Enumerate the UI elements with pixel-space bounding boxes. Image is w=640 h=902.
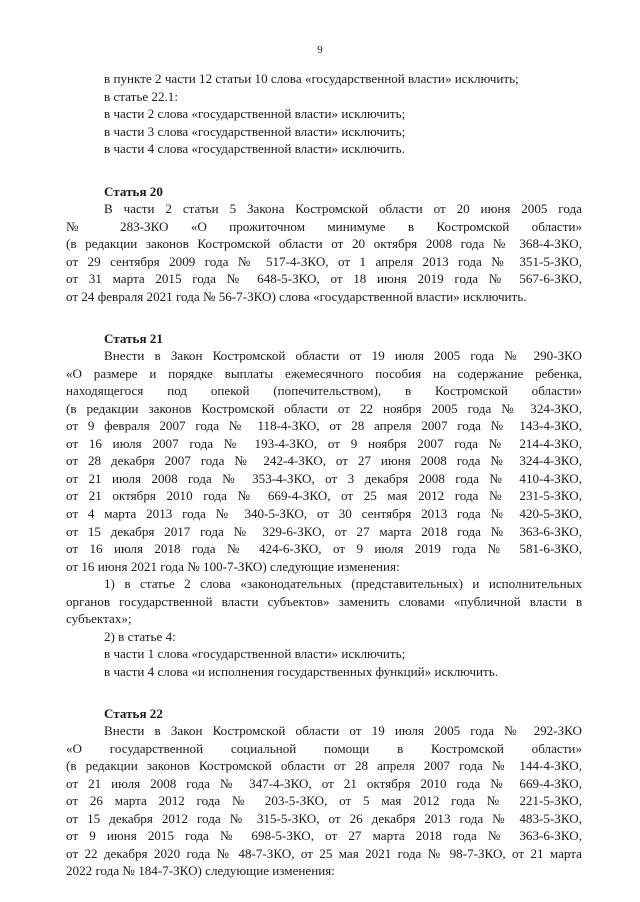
article-21-line: от 21 октября 2010 года № 669-4-ЗКО, от 25 мая 2012 года № 231-5-ЗКО, [66,488,582,504]
article-21-line: от 9 февраля 2007 года № 118-4-ЗКО, от 28 апреля 2007 года № 143-4-ЗКО, [66,418,582,434]
intro-line-5: в части 4 слова «государственной власти» исключить. [104,141,405,157]
article-20-line: № 283-ЗКО «О прожиточном минимуме в Костромской области» [66,218,582,234]
article-22-heading: Статья 22 [104,705,163,721]
article-21-body [66,347,582,575]
article-22-line: от 9 июня 2015 года № 698-5-ЗКО, от 27 марта 2018 года № 363-6-ЗКО, [66,828,582,844]
article-21-line: от 15 декабря 2017 года № 329-6-ЗКО, от 27 марта 2018 года № 363-6-ЗКО, [66,523,582,539]
article-21-item-1-line: органов государственной власти субъектов» заменить словами «публичной власти в [66,593,582,609]
article-21-item-1-line: субъектах»; [66,611,132,627]
article-21-line: от 16 июля 2007 года № 193-4-ЗКО, от 9 ноября 2007 года № 214-4-ЗКО, [66,435,582,451]
article-22-line: от 26 марта 2012 года № 203-5-ЗКО, от 5 мая 2012 года № 221-5-ЗКО, [66,793,582,809]
article-21-item-2a: в части 1 слова «государственной власти» исключить; [104,646,406,662]
spacer [66,306,582,330]
article-20-body [66,200,582,305]
spacer [66,681,582,705]
page-number: 9 [317,44,323,56]
article-21-line: от 4 марта 2013 года № 340-5-ЗКО, от 30 сентября 2013 года № 420-5-ЗКО, [66,506,582,522]
intro-line-3: в части 2 слова «государственной власти» исключить; [104,106,406,122]
article-21-line: от 28 декабря 2007 года № 242-4-ЗКО, от 27 июня 2008 года № 324-4-ЗКО, [66,453,582,469]
article-21-heading: Статья 21 [104,330,163,346]
article-22-body [66,722,582,880]
article-22-line: Внести в Закон Костромской области от 19 июля 2005 года № 292-ЗКО [104,723,582,739]
intro-line-2: в статье 22.1: [104,88,178,104]
article-21-line: (в редакции законов Костромской области от 22 ноября 2005 года № 324-ЗКО, [66,400,582,416]
page-content [66,70,582,880]
article-22-line: «О государственной социальной помощи в Костромской области» [66,740,582,756]
article-21-line: «О размере и порядке выплаты ежемесячного пособия на содержание ребенка, [66,365,582,381]
article-21-line: Внести в Закон Костромской области от 19 июля 2005 года № 290-ЗКО [104,348,582,364]
article-21-line: от 16 июня 2021 года № 100-7-ЗКО) следующие изменения: [66,558,400,574]
article-21-item-2: 2) в статье 4: [104,628,176,644]
intro-line-1: в пункте 2 части 12 статьи 10 слова «государственной власти» исключить; [104,71,519,86]
article-20-line: В части 2 статьи 5 Закона Костромской области от 20 июня 2005 года [104,201,582,217]
article-22-line: от 21 июля 2008 года № 347-4-ЗКО, от 21 октября 2010 года № 669-4-ЗКО, [66,775,582,791]
article-21-line: от 16 июля 2018 года № 424-6-ЗКО, от 9 июля 2019 года № 581-6-ЗКО, [66,541,582,557]
article-20-line: от 24 февраля 2021 года № 56-7-ЗКО) слова «государственной власти» исключить. [66,289,527,305]
article-22-line: 2022 года № 184-7-ЗКО) следующие изменения: [66,863,335,879]
spacer [66,158,582,183]
article-20-line: от 31 марта 2015 года № 648-5-ЗКО, от 18 июня 2019 года № 567-6-ЗКО, [66,271,582,287]
article-20-line: (в редакции законов Костромской области от 20 октября 2008 года № 368-4-ЗКО, [66,236,582,252]
article-21-item-2b: в части 4 слова «и исполнения государственных функций» исключить. [104,663,499,679]
intro-line-4: в части 3 слова «государственной власти» исключить; [104,123,406,139]
article-21-line: от 21 июля 2008 года № 353-4-ЗКО, от 3 декабря 2008 года № 410-4-ЗКО, [66,470,582,486]
article-20-line: от 29 сентября 2009 года № 517-4-ЗКО, от 1 апреля 2013 года № 351-5-ЗКО, [66,253,582,269]
article-22-line: от 22 декабря 2020 года № 48-7-ЗКО, от 25 мая 2021 года № 98-7-ЗКО, от 21 марта [66,845,582,861]
article-21-item-1-line: 1) в статье 2 слова «законодательных (представительных) и исполнительных [104,576,582,592]
article-22-line: (в редакции законов Костромской области от 28 апреля 2007 года № 144-4-ЗКО, [66,758,582,774]
article-20-heading: Статья 20 [104,183,163,199]
article-21-item-1 [66,575,582,628]
article-22-line: от 15 декабря 2012 года № 315-5-ЗКО, от 26 декабря 2013 года № 483-5-ЗКО, [66,810,582,826]
article-21-line: находящегося под опекой (попечительством), в Костромской области» [66,383,582,399]
